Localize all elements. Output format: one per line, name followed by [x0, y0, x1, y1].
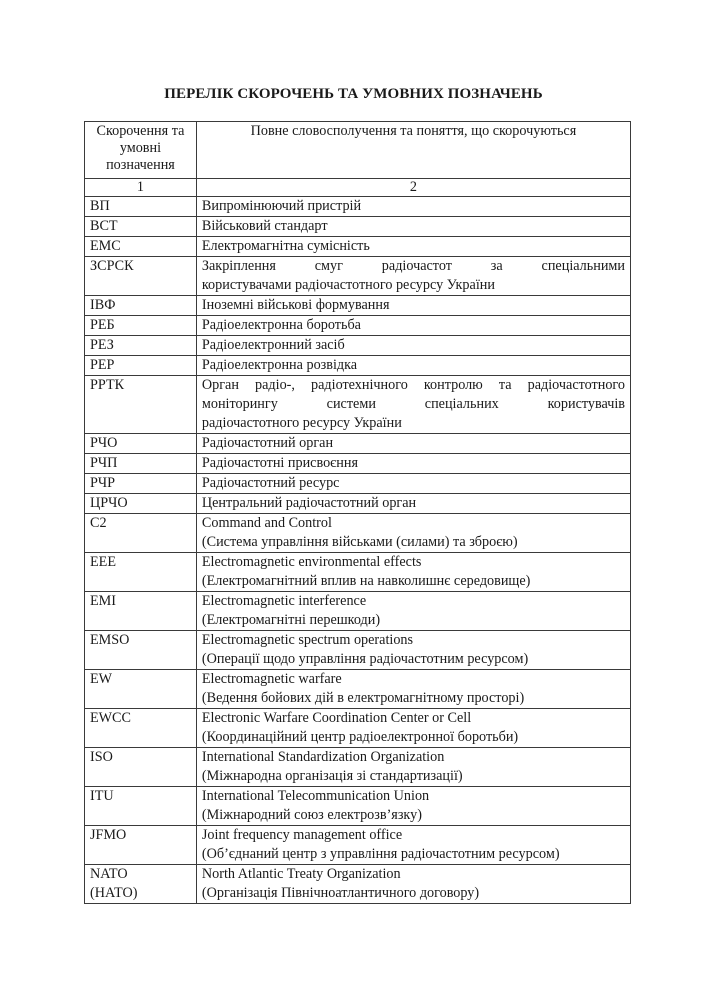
table-body	[85, 197, 631, 904]
abbreviation-cell: ITU	[85, 787, 197, 826]
definition-line: Орган радіо-, радіотехнічного контролю та радіочастотного	[201, 377, 625, 393]
column-number-1: 1	[85, 179, 197, 197]
abbreviation-cell: EW	[85, 670, 197, 709]
definition-line: North Atlantic Treaty Organization	[201, 866, 401, 882]
abbreviation-cell: EMI	[85, 592, 197, 631]
definition-line: (Ведення бойових дій в електромагнітному просторі)	[201, 690, 525, 706]
definition-cell	[196, 376, 630, 434]
definition-cell	[196, 356, 630, 376]
abbreviation-cell: ЦРЧО	[85, 494, 197, 514]
definition-cell	[196, 748, 630, 787]
header-abbreviation: Скорочення та умовні позначення	[85, 122, 197, 179]
definition-line: Радіоелектронна боротьба	[201, 317, 361, 333]
table-row	[85, 376, 631, 434]
table-row	[85, 316, 631, 336]
definition-cell	[196, 336, 630, 356]
definition-cell	[196, 865, 630, 904]
definition-cell	[196, 454, 630, 474]
definition-cell	[196, 257, 630, 296]
table-row	[85, 787, 631, 826]
definition-cell	[196, 592, 630, 631]
table-row	[85, 826, 631, 865]
abbreviation-cell: EMSO	[85, 631, 197, 670]
definition-cell	[196, 631, 630, 670]
definition-cell	[196, 237, 630, 257]
definition-line: користувачами радіочастотного ресурсу України	[201, 277, 495, 293]
abbreviation-cell: РЧО	[85, 434, 197, 454]
page-title: ПЕРЕЛІК СКОРОЧЕНЬ ТА УМОВНИХ ПОЗНАЧЕНЬ	[164, 86, 543, 102]
definition-line: Центральний радіочастотний орган	[201, 495, 417, 511]
definition-line: (Організація Північноатлантичного договору)	[201, 885, 480, 901]
abbreviation-cell: РРТК	[85, 376, 197, 434]
definition-cell	[196, 474, 630, 494]
table-row	[85, 356, 631, 376]
definition-line: Радіоелектронна розвідка	[201, 357, 358, 373]
abbreviation-cell: ISO	[85, 748, 197, 787]
table-row	[85, 454, 631, 474]
table-row	[85, 514, 631, 553]
abbreviation-cell: ЕМС	[85, 237, 197, 257]
definition-line: Радіочастотний ресурс	[201, 475, 340, 491]
abbreviation-cell: РЕЗ	[85, 336, 197, 356]
definition-cell	[196, 494, 630, 514]
definition-line: (Електромагнітні перешкоди)	[201, 612, 381, 628]
definition-line: (Об’єднаний центр з управління радіочастотним ресурсом)	[201, 846, 560, 862]
definition-line: моніторингу системи спеціальних користувачів	[201, 396, 625, 412]
abbreviation-cell: ЗСРСК	[85, 257, 197, 296]
definition-line: радіочастотного ресурсу України	[201, 415, 402, 431]
table-row	[85, 748, 631, 787]
table-row	[85, 494, 631, 514]
abbreviation-cell: РЧП	[85, 454, 197, 474]
abbreviation-cell: РЧР	[85, 474, 197, 494]
header-full-term: Повне словосполучення та поняття, що скорочуються	[196, 122, 630, 179]
abbreviation-cell: ВП	[85, 197, 197, 217]
definition-line: Electromagnetic spectrum operations	[201, 632, 414, 648]
definition-cell	[196, 434, 630, 454]
definition-line: Electromagnetic interference	[201, 593, 367, 609]
definition-cell	[196, 217, 630, 237]
definition-line: (Міжнародна організація зі стандартизації)	[201, 768, 463, 784]
table-row	[85, 553, 631, 592]
abbreviation-cell: EWCC	[85, 709, 197, 748]
definition-line: (Електромагнітний вплив на навколишнє середовище)	[201, 573, 531, 589]
definition-line: (Операції щодо управління радіочастотним ресурсом)	[201, 651, 529, 667]
table-row	[85, 336, 631, 356]
definition-line: International Standardization Organization	[201, 749, 445, 765]
definition-line: Військовий стандарт	[201, 218, 328, 234]
table-row	[85, 237, 631, 257]
table-row	[85, 197, 631, 217]
column-number-2: 2	[196, 179, 630, 197]
abbreviation-cell: C2	[85, 514, 197, 553]
table-row	[85, 709, 631, 748]
column-number-row	[85, 179, 631, 197]
abbreviations-table	[84, 121, 631, 904]
table-row	[85, 296, 631, 316]
abbreviation-cell: JFMO	[85, 826, 197, 865]
table-row	[85, 474, 631, 494]
definition-cell	[196, 197, 630, 217]
definition-line: International Telecommunication Union	[201, 788, 430, 804]
definition-line: Command and Control	[201, 515, 332, 531]
abbreviation-cell: РЕР	[85, 356, 197, 376]
definition-line: Закріплення смуг радіочастот за спеціальними	[201, 258, 625, 274]
definition-line: Іноземні військові формування	[201, 297, 390, 313]
definition-line: Electromagnetic warfare	[201, 671, 342, 687]
definition-line: Electronic Warfare Coordination Center or Cell	[201, 710, 472, 726]
definition-line: (Система управління військами (силами) та зброєю)	[201, 534, 518, 550]
table-row	[85, 434, 631, 454]
table-header-row	[85, 122, 631, 179]
definition-line: Радіочастотні присвоєння	[201, 455, 358, 471]
definition-cell	[196, 553, 630, 592]
table-row	[85, 257, 631, 296]
definition-cell	[196, 670, 630, 709]
table-row	[85, 631, 631, 670]
definition-line: Joint frequency management office	[201, 827, 403, 843]
abbreviation-cell: ІВФ	[85, 296, 197, 316]
abbreviation-cell: РЕБ	[85, 316, 197, 336]
table-row	[85, 592, 631, 631]
definition-line: (Міжнародний союз електрозв’язку)	[201, 807, 422, 823]
definition-line: (Координаційний центр радіоелектронної боротьби)	[201, 729, 519, 745]
definition-line: Електромагнітна сумісність	[201, 238, 370, 254]
definition-cell	[196, 316, 630, 336]
definition-line: Electromagnetic environmental effects	[201, 554, 422, 570]
definition-cell	[196, 826, 630, 865]
definition-cell	[196, 296, 630, 316]
definition-line: Випромінюючий пристрій	[201, 198, 362, 214]
table-row	[85, 217, 631, 237]
table-row	[85, 670, 631, 709]
definition-line: Радіоелектронний засіб	[201, 337, 345, 353]
definition-cell	[196, 709, 630, 748]
abbreviation-cell: NATO (НАТО)	[85, 865, 197, 904]
abbreviation-cell: ВСТ	[85, 217, 197, 237]
definition-line: Радіочастотний орган	[201, 435, 334, 451]
definition-cell	[196, 787, 630, 826]
abbreviation-cell: EEE	[85, 553, 197, 592]
definition-cell	[196, 514, 630, 553]
table-row	[85, 865, 631, 904]
